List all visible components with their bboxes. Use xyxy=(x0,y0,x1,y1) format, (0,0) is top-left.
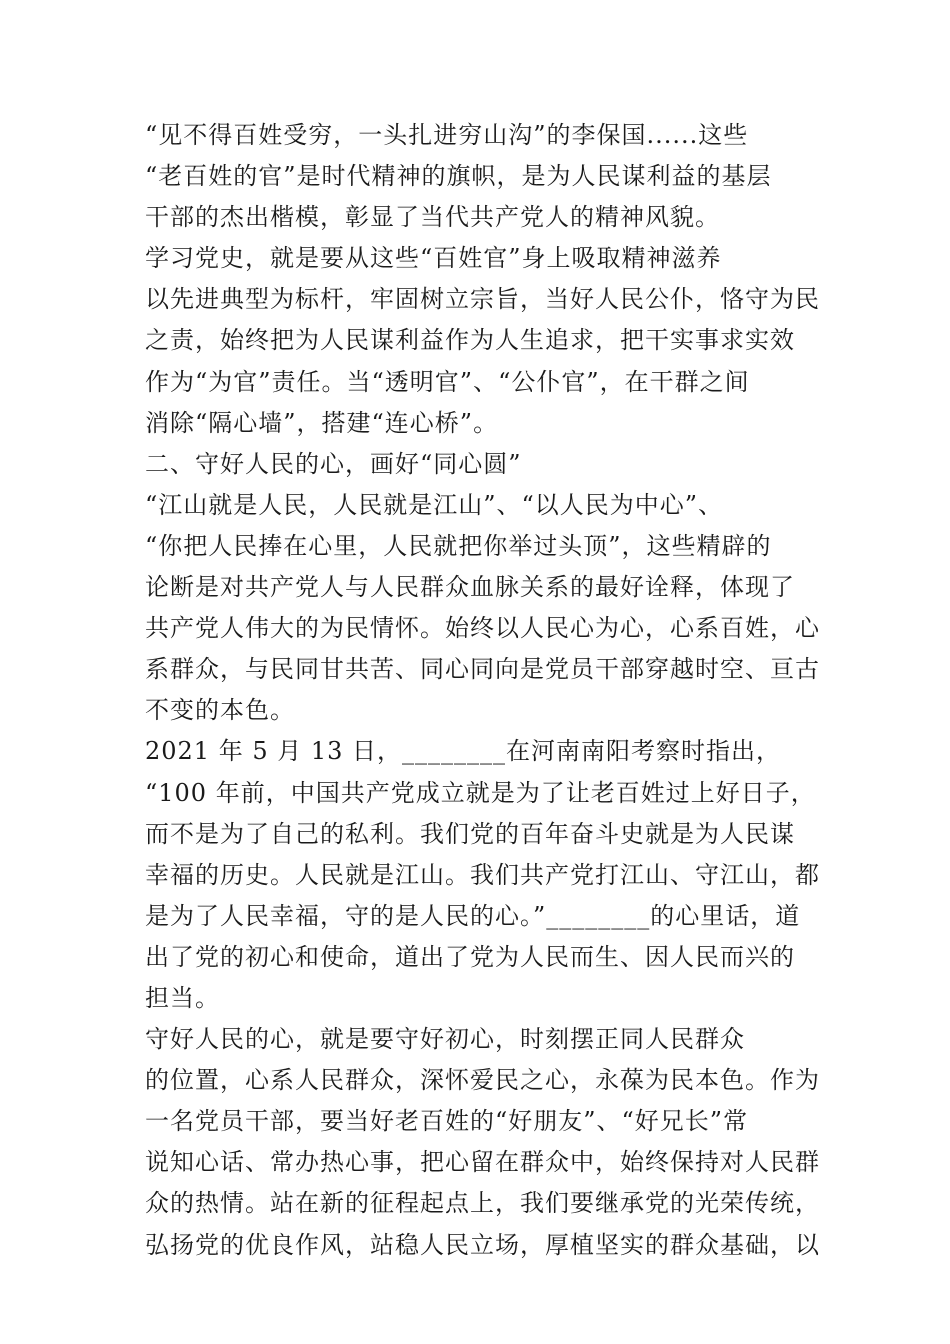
text-line: “江山就是人民，人民就是江山”、“以人民为中心”、 xyxy=(145,490,724,519)
text-line: 的位置，心系人民群众，深怀爱民之心，永葆为民本色。作为 xyxy=(145,1066,820,1095)
text-line: 作为“为官”责任。当“透明官”、“公仆官”，在干群之间 xyxy=(145,367,750,396)
text-line: 一名党员干部，要当好老百姓的“好朋友”、“好兄长”常 xyxy=(145,1107,749,1136)
text-line: 说知心话、常办热心事，把心留在群众中，始终保持对人民群 xyxy=(145,1148,820,1177)
text-line: 学习党史，就是要从这些“百姓官”身上吸取精神滋养 xyxy=(145,244,722,273)
text-line: 不变的本色。 xyxy=(145,696,295,725)
text-line: 系群众，与民同甘共苦、同心同向是党员干部穿越时空、亘古 xyxy=(145,655,820,684)
text-line: 众的热情。站在新的征程起点上，我们要继承党的光荣传统， xyxy=(145,1189,820,1218)
text-line: “你把人民捧在心里，人民就把你举过头顶”，这些精辟的 xyxy=(145,531,772,560)
text-line: “100 年前，中国共产党成立就是为了让老百姓过上好日子， xyxy=(145,778,816,807)
text-line: 干部的杰出楷模，彰显了当代共产党人的精神风貌。 xyxy=(145,203,720,232)
text-line: 担当。 xyxy=(145,983,220,1012)
section-heading: 二、守好人民的心，画好“同心圆” xyxy=(145,449,522,478)
text-line: 共产党人伟大的为民情怀。始终以人民心为心，心系百姓，心 xyxy=(145,614,820,643)
text-line: “老百姓的官”是时代精神的旗帜，是为人民谋利益的基层 xyxy=(145,162,772,191)
text-line: 幸福的历史。人民就是江山。我们共产党打江山、守江山，都 xyxy=(145,860,820,889)
text-line: “见不得百姓受穷，一头扎进穷山沟”的李保国......这些 xyxy=(145,121,749,149)
text-line: 论断是对共产党人与人民群众血脉关系的最好诠释，体现了 xyxy=(145,573,795,602)
text-line: 消除“隔心墙”，搭建“连心桥”。 xyxy=(145,408,499,437)
text-line: 出了党的初心和使命，道出了党为人民而生、因人民而兴的 xyxy=(145,942,795,971)
text-line: 2021 年 5 月 13 日，________在河南南阳考察时指出， xyxy=(145,737,782,766)
text-line: 之责，始终把为人民谋利益作为人生追求，把干实事求实效 xyxy=(145,326,795,355)
text-line: 而不是为了自己的私利。我们党的百年奋斗史就是为人民谋 xyxy=(145,819,795,848)
text-line: 是为了人民幸福，守的是人民的心。”________的心里话，道 xyxy=(145,901,801,930)
text-line: 弘扬党的优良作风，站稳人民立场，厚植坚实的群众基础，以 xyxy=(145,1230,820,1259)
body-text xyxy=(145,115,820,1266)
text-line: 以先进典型为标杆，牢固树立宗旨，当好人民公仆，恪守为民 xyxy=(145,285,820,314)
text-line: 守好人民的心，就是要守好初心，时刻摆正同人民群众 xyxy=(145,1025,745,1054)
